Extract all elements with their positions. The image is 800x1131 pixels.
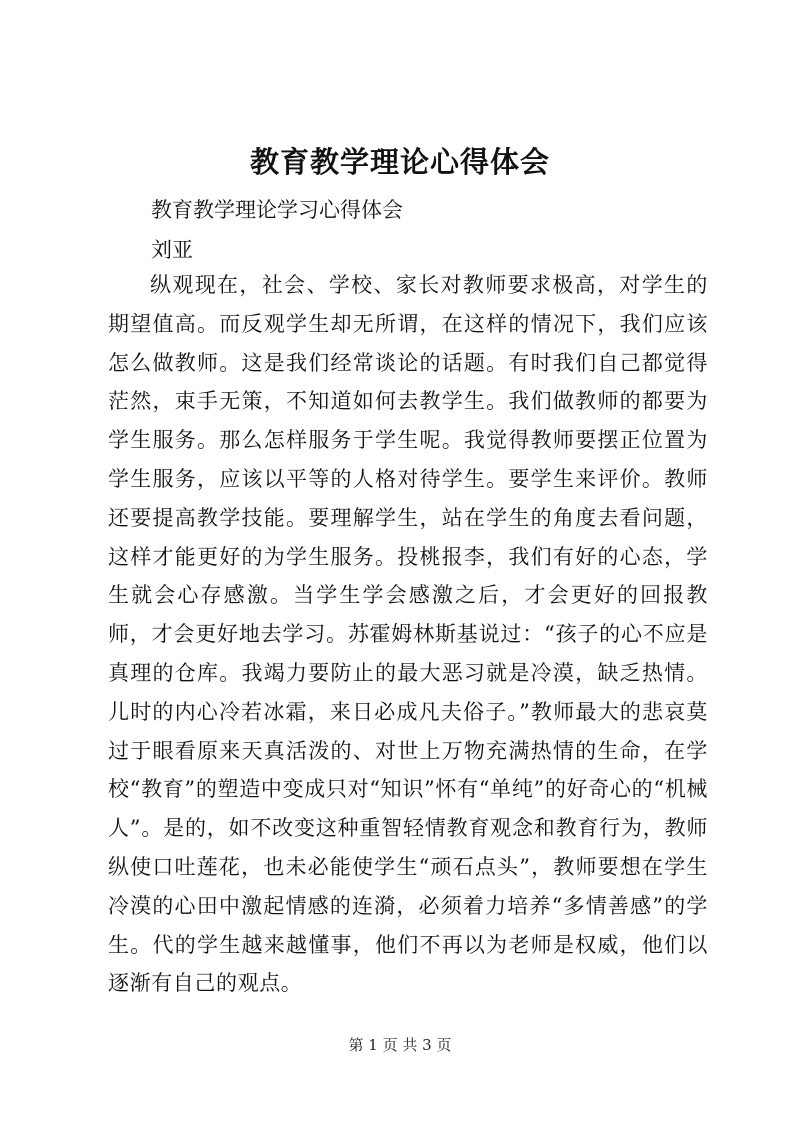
document-title: 教育教学理论心得体会 [249, 145, 550, 179]
page-number-footer: 第 1 页 共 3 页 [348, 1036, 452, 1054]
author-name: 刘亚 [151, 238, 193, 262]
body-paragraph: 纵观现在，社会、学校、家长对教师要求极高，对学生的期望值高。而反观学生却无所谓，在这样的情况下，我们应该怎么做教师。这是我们经常谈论的话题。有时我们自己都觉得茫然，束手无策，不知道如何去教学生。我们做教师的都要为学生服务。那么怎样服务于学生呢。我觉得教师要摆正位置为学生服务，应该以平等的人格对待学生。要学生来评价。教师还要提高教学技能。要理解学生，站在学生的角度去看问题，这样才能更好的为学生服务。投桃报李，我们有好的心态，学生就会心存感激。当学生学会感激之后，才会更好的回报教师，才会更好地去学习。苏霍姆林斯基说过：“孩子的心不应是真理的仓库。我竭力要防止的最大恶习就是冷漠，缺乏热情。儿时的内心冷若冰霜，来日必成凡夫俗子。”教师最大的悲哀莫过于眼看原来天真活泼的、对世上万物充满热情的生命，在学校“教育”的塑造中变成只对“知识”怀有“单纯”的好奇心的“机械人”。是的，如不改变这种重智轻情教育观念和教育行为，教师纵使口吐莲花，也未必能使学生“顽石点头”，教师要想在学生冷漠的心田中激起情感的连漪，必须着力培养“多情善感”的学生。代的学生越来越懂事，他们不再以为老师是权威，他们以逐渐有自己的观点。 [108, 273, 708, 996]
document-subtitle: 教育教学理论学习心得体会 [151, 198, 403, 222]
